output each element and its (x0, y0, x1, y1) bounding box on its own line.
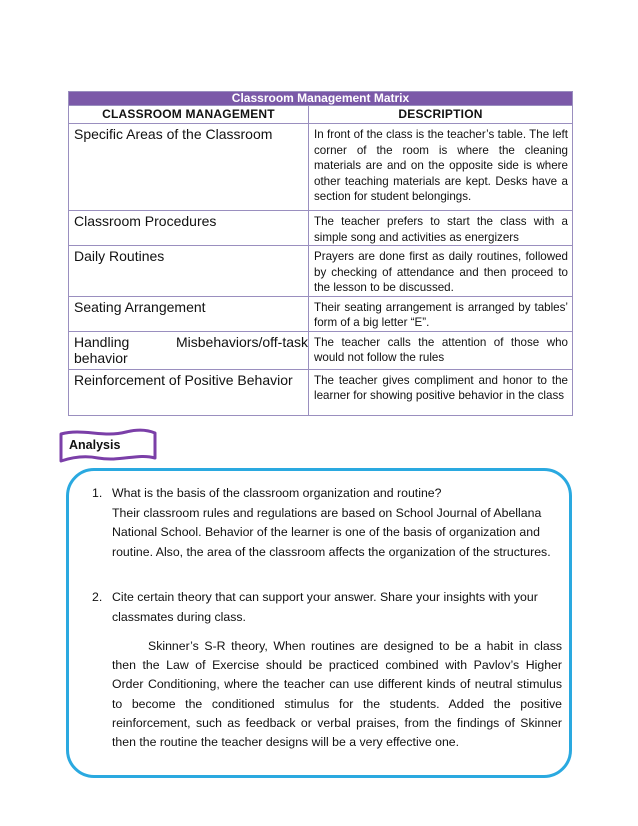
question-text: What is the basis of the classroom organization and routine? (112, 486, 442, 500)
classroom-management-matrix (68, 91, 573, 416)
description-cell: The teacher calls the attention of those who would not follow the rules (309, 331, 573, 369)
description-cell: Their seating arrangement is arranged by tables’ form of a big letter “E”. (309, 296, 573, 331)
area-cell: Handling Misbehaviors/off-task behavior (69, 331, 309, 369)
col-header-description: DESCRIPTION (309, 106, 573, 124)
area-cell: Seating Arrangement (69, 296, 309, 331)
description-cell: In front of the class is the teacher’s table. The left corner of the room is where the cleaning materials are and on the opposite side is where other teaching materials are kept. Desks have a section for student belongings. (309, 124, 573, 211)
analysis-banner (58, 427, 158, 463)
answer-text: Their classroom rules and regulations are based on School Journal of Abellana National School. Behavior of the learner is one of the basis of organization and routine. Also, the area of the classroom affects the organization of the structures. (112, 505, 551, 559)
table-row (69, 296, 573, 331)
table-row (69, 124, 573, 211)
description-cell: The teacher prefers to start the class with a simple song and activities as energizers (309, 211, 573, 246)
question-2 (92, 588, 562, 627)
matrix-header-row (69, 106, 573, 124)
table-row (69, 331, 573, 369)
description-cell: The teacher gives compliment and honor to the learner for showing positive behavior in the class (309, 369, 573, 415)
area-cell: Daily Routines (69, 246, 309, 297)
analysis-label: Analysis (69, 438, 121, 452)
matrix-title-row (69, 92, 573, 106)
table-row (69, 246, 573, 297)
area-cell: Specific Areas of the Classroom (69, 124, 309, 211)
col-header-classroom-management: CLASSROOM MANAGEMENT (69, 106, 309, 124)
matrix-title: Classroom Management Matrix (69, 92, 573, 106)
question-number: 1. (92, 486, 103, 500)
question-text: Cite certain theory that can support your answer. Share your insights with your classmates during class. (112, 590, 538, 624)
area-cell: Reinforcement of Positive Behavior (69, 369, 309, 415)
question-1 (92, 484, 562, 562)
description-cell: Prayers are done first as daily routines, followed by checking of attendance and then proceed to the lesson to be discussed. (309, 246, 573, 297)
question-number: 2. (92, 590, 103, 604)
table-row (69, 211, 573, 246)
table-row (69, 369, 573, 415)
area-cell: Classroom Procedures (69, 211, 309, 246)
answer-paragraph: Skinner’s S-R theory, When routines are designed to be a habit in class then the Law of Exercise should be practiced combined with Pavlov’s Higher Order Conditioning, where the teacher can use different kinds of neutral stimulus to become the conditioned stimulus for the students. Added the positive reinforcement, such as feedback or verbal praises, from the findings of Skinner then the routine the teacher designs will be a very effective one. (112, 639, 562, 750)
